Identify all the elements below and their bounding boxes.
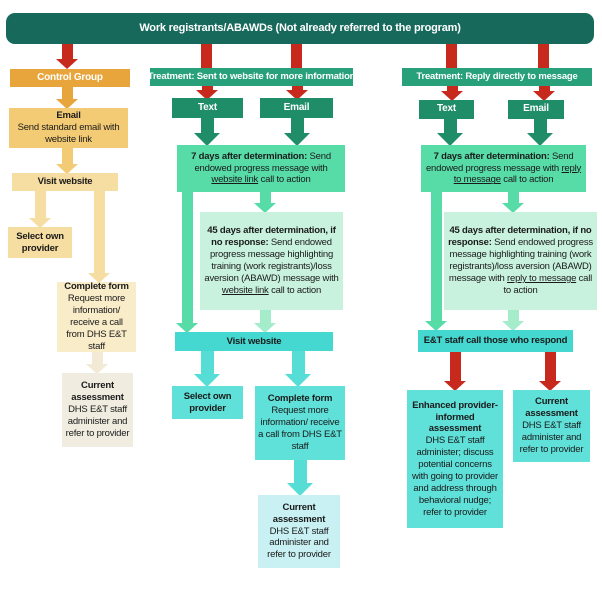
website-assessment-body: DHS E&T staff administer and refer to provider [267, 525, 331, 561]
control-group-label: Control Group [37, 71, 103, 83]
reply-assessment-body: DHS E&T staff administer and refer to provider [519, 420, 584, 455]
control-complete-form-body: Request more information/ receive a call from DHS E&T staff [66, 293, 127, 352]
gold-arrow [56, 147, 78, 174]
control-group-box [10, 69, 130, 87]
website-select-provider-label: Select own provider [183, 390, 232, 414]
website-complete-form-title: Complete form [267, 393, 333, 405]
green-arrow [527, 119, 553, 146]
header-banner [6, 13, 594, 44]
website-assessment-title: Current assessment [272, 501, 326, 525]
red-arrow-shaft [201, 44, 212, 70]
control-visit-website-box [12, 173, 118, 191]
cyan-arrow [285, 350, 311, 387]
control-complete-form-box [57, 282, 136, 352]
reply-45-days-box: 45 days after determination, if no response: Send endowed progress message highlighting training (work registrants)/loss aversion (ABAWD) message with reply to message call to action [444, 212, 597, 310]
control-email-body: Send standard email with website link [17, 122, 120, 145]
mint-light-arrow [502, 309, 524, 331]
reply-current-assessment-box [513, 390, 590, 462]
cream-arrow [86, 351, 108, 374]
website-complete-form-box [255, 386, 345, 460]
reply-enhanced-assessment-box [407, 390, 503, 528]
reply-text-channel-label: Text [436, 103, 457, 115]
gold-arrow-long [88, 190, 110, 283]
red-arrow [441, 84, 463, 101]
website-link-text: website link [221, 284, 269, 296]
website-link-text: website link [211, 174, 259, 186]
control-complete-form-title: Complete form [64, 281, 129, 293]
reply-enhanced-assessment-title: Enhanced provider-informed assessment [412, 399, 498, 435]
green-arrow [194, 118, 220, 146]
reply-to-message-text: reply to message [507, 272, 577, 284]
reply-staff-call-label: E&T staff call those who respond [423, 335, 568, 347]
mint-arrow [502, 191, 524, 213]
cyan-arrow [287, 459, 313, 496]
reply-email-channel-label: Email [523, 103, 549, 115]
red-arrow [444, 352, 466, 391]
website-visit-website-label: Visit website [226, 335, 282, 347]
gold-arrow [29, 190, 51, 228]
reply-enhanced-assessment-body: DHS E&T staff administer; discuss potential concerns with going to provider and address through behavioral nudge; refer to provider [412, 435, 498, 518]
control-assessment-title: Current assessment [71, 380, 124, 404]
website-text-channel-box [172, 98, 243, 118]
gold-arrow [56, 86, 78, 109]
website-complete-form-body: Request more information/ receive a call from DHS E&T staff [258, 405, 342, 452]
mint-arrow [254, 191, 276, 213]
green-arrow [437, 119, 463, 146]
control-visit-website-label: Visit website [37, 176, 93, 188]
control-select-provider-label: Select own provider [16, 230, 64, 254]
reply-email-channel-box [508, 100, 564, 119]
reply-treatment-label: Treatment: Reply directly to message [416, 71, 578, 83]
reply-staff-call-box [418, 330, 573, 352]
website-select-provider-box [172, 386, 243, 419]
mint-arrow-long [176, 191, 198, 333]
website-treatment-box [147, 68, 356, 86]
control-current-assessment-box [62, 373, 133, 447]
red-arrow-shaft [291, 44, 302, 70]
red-arrow [56, 44, 78, 69]
control-email-title: Email [56, 110, 81, 122]
red-arrow [533, 84, 555, 101]
website-email-channel-box [260, 98, 333, 118]
website-7-days-box: 7 days after determination: Send endowed progress message with website link call to action [177, 145, 345, 192]
website-current-assessment-box [258, 495, 340, 568]
website-visit-website-box [175, 332, 333, 351]
red-arrow-shaft [538, 44, 549, 70]
header-title: Work registrants/ABAWDs (Not already referred to the program) [139, 21, 461, 34]
cyan-arrow [194, 350, 220, 387]
control-select-provider-box [8, 227, 72, 258]
reply-to-message-text: reply to message [453, 162, 582, 186]
reply-treatment-box [402, 68, 592, 86]
reply-7-days-box: 7 days after determination: Send endowed progress message with reply to message call to action [421, 145, 586, 192]
website-email-channel-label: Email [283, 101, 310, 113]
mint-light-arrow [254, 309, 276, 333]
website-text-channel-label: Text [197, 101, 218, 113]
red-arrow [539, 352, 561, 391]
website-45-days-box: 45 days after determination, if no response: Send endowed progress message highlighting training (work registrants)/loss aversion (ABAWD) message with website link call to action [200, 212, 343, 310]
website-treatment-label: Treatment: Sent to website for more information [147, 71, 356, 83]
reply-assessment-title: Current assessment [525, 396, 578, 420]
reply-text-channel-box [419, 100, 474, 119]
control-assessment-body: DHS E&T staff administer and refer to provider [65, 404, 130, 439]
green-arrow [284, 118, 310, 146]
control-email-box [9, 108, 128, 148]
red-arrow-shaft [446, 44, 457, 70]
